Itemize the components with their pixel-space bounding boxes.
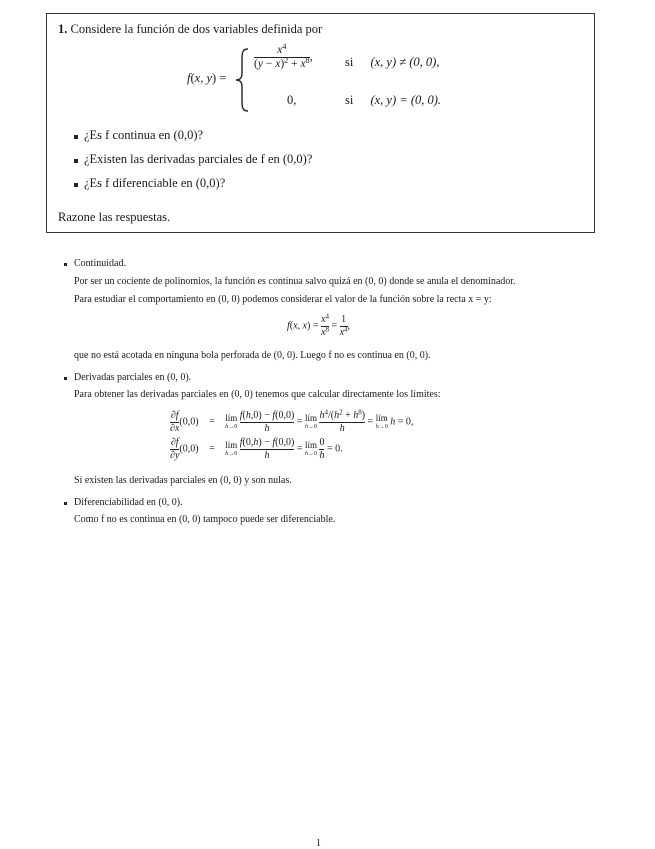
case-si-1: si: [345, 55, 354, 69]
problem-intro: [58, 22, 322, 37]
case-nonzero: (x, y) ≠ (0, 0),: [370, 55, 440, 69]
sol-bullet-2: [64, 377, 67, 380]
case-si-2: si: [345, 93, 354, 107]
case-zero-cond: [345, 93, 441, 108]
sol-bullet-1: [64, 263, 67, 266]
case-zero-value: 0,: [287, 93, 297, 107]
problem-intro-text: Considere la función de dos variables definida por: [70, 22, 323, 36]
question-1: ¿Es f continua en (0,0)?: [84, 128, 204, 142]
question-2: ¿Existen las derivadas parciales de f en (0,0)?: [84, 152, 313, 166]
partial-x-equation: $\frac{\partial f}{\partial x}$ (0,0) = lím h→0 $\frac{f(h,0) - f(0,0)}{h}$ = lím h→0 $\frac{h^4/(h^2 + h^8)}{h}$ = lím h→0 h = 0,: [170, 408, 414, 434]
page-number: 1: [316, 838, 321, 849]
left-brace: [234, 47, 250, 113]
case-fraction: $\frac{x^4}{(y - x)^2 + x^8}$ ,: [254, 41, 313, 71]
partials-line2: Sí existen las derivadas parciales en (0, 0) y son nulas.: [74, 475, 292, 486]
case-nonzero-cond: [345, 55, 439, 70]
problem-closing: Razone las respuestas.: [58, 210, 171, 224]
partial-y-equation: $\frac{\partial f}{\partial y}$ (0,0) = lím h→0 $\frac{f(0,h) - f(0,0)}{h}$ = lím h→0 $\frac{0}{h}$ = 0.: [170, 437, 343, 461]
bullet-1: [74, 135, 78, 139]
continuity-title: Continuidad.: [74, 258, 126, 269]
differentiability-title: Diferenciabilidad en (0, 0).: [74, 497, 183, 508]
function-lhs: f(x, y) =: [187, 71, 227, 85]
continuity-line1: Por ser un cociente de polinomios, la función es continua salvo quizá en (0, 0) donde se anula el denominador.: [74, 276, 516, 287]
partials-line1: Para obtener las derivadas parciales en (0, 0) tenemos que calcular directamente los límites:: [74, 389, 441, 400]
question-3: ¿Es f diferenciable en (0,0)?: [84, 176, 226, 190]
problem-number: 1.: [58, 22, 68, 36]
partials-title: Derivadas parciales en (0, 0).: [74, 372, 192, 383]
continuity-equation: f(x, x) = $\frac{x^4}{x^8}$ = $\frac{1}{x^4}$ ,: [287, 312, 351, 338]
bullet-2: [74, 159, 78, 163]
continuity-line3: que no está acotada en ninguna bola perforada de (0, 0). Luego f no es continua en (0, 0).: [74, 350, 431, 361]
differentiability-line1: Como f no es continua en (0, 0) tampoco puede ser diferenciable.: [74, 514, 336, 525]
continuity-line2: Para estudiar el comportamiento en (0, 0) podemos considerar el valor de la función sobre la recta x = y:: [74, 294, 492, 305]
case-zero: (x, y) = (0, 0).: [370, 93, 442, 107]
problem-box: [46, 13, 595, 233]
sol-bullet-3: [64, 502, 67, 505]
bullet-3: [74, 183, 78, 187]
